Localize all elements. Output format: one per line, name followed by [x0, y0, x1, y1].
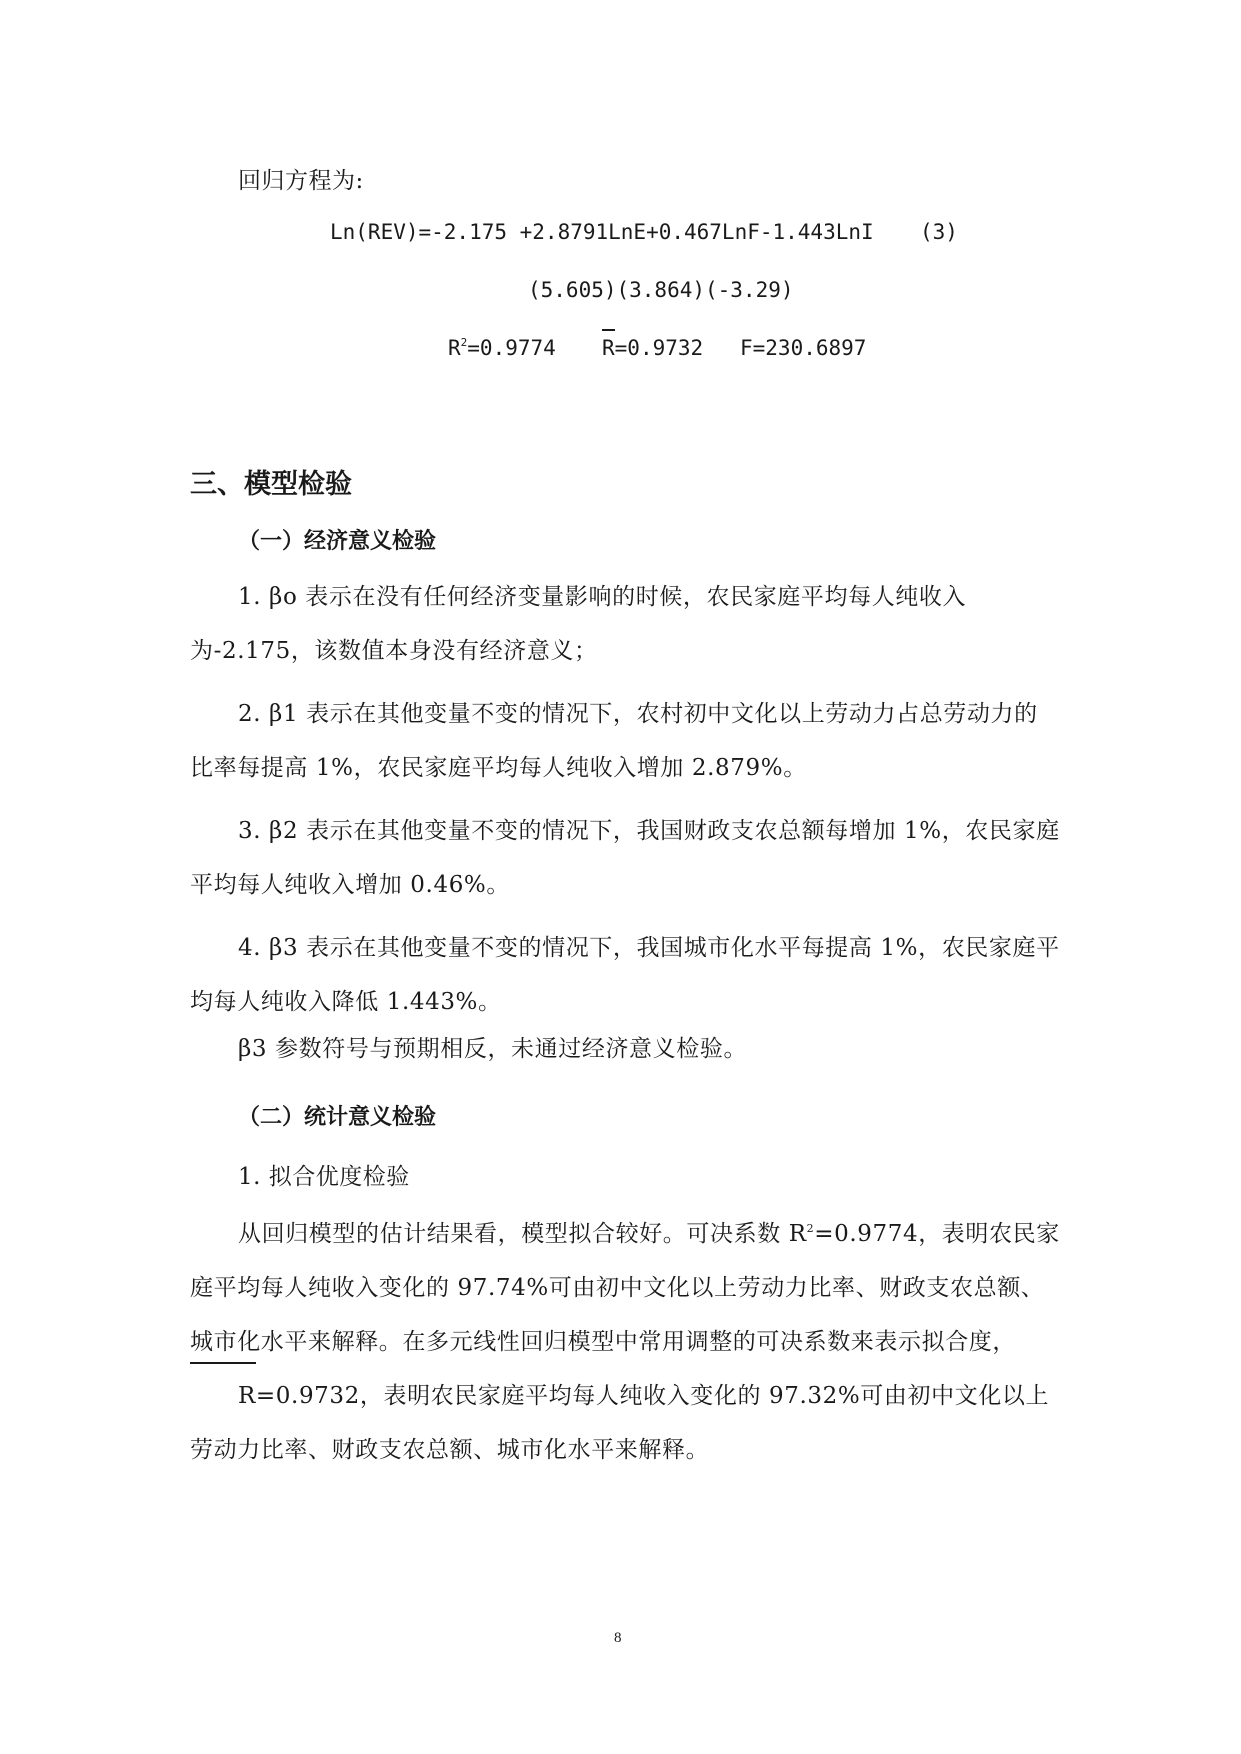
paragraph-beta0: 1. βo 表示在没有任何经济变量影响的时候，农民家庭平均每人纯收入为-2.175，该数值本身没有经济意义；	[190, 584, 967, 664]
equation-number: (3)	[920, 220, 958, 244]
t-statistics: (5.605)(3.864)(-3.29)	[528, 278, 794, 302]
subsection-title-economic: （一）经济意义检验	[238, 529, 437, 554]
adjusted-r-squared: R=0.9732	[602, 336, 704, 360]
r-squared: $R^2=0.9774$	[448, 336, 556, 360]
paragraph-beta2: 3. β2 表示在其他变量不变的情况下，我国财政支农总额每增加 1%，农民家庭平均每人纯收入增加 0.46%。	[190, 818, 1060, 898]
page-number: 8	[614, 1630, 622, 1646]
paragraph-goodness-of-fit: 从回归模型的估计结果看，模型拟合较好。可决系数 $R^2=0.9774$，表明农民家庭平均每人纯收入变化的 97.74%可由初中文化以上劳动力比率、财政支农总额、城市化水平来解释。在多元线性回归模型中常用调整的可决系数来表示拟合度， R=0.9732，表明农民家庭平均每人纯收入变化的 97.32%可由初中文化以上劳动力比率、财政支农总额、城市化水平来解释。	[190, 1221, 1060, 1463]
regression-equation: Ln(REV)=-2.175 +2.8791LnE+0.467LnF-1.443LnI	[330, 220, 874, 244]
f-statistic: F=230.6897	[740, 336, 867, 360]
paragraph-beta3: 4. β3 表示在其他变量不变的情况下，我国城市化水平每提高 1%，农民家庭平均每人纯收入降低 1.443%。	[190, 935, 1060, 1015]
paragraph-beta3-sign: β3 参数符号与预期相反，未通过经济意义检验。	[238, 1036, 748, 1062]
subsection-title-statistical: （二）统计意义检验	[238, 1105, 437, 1130]
paragraph-beta1: 2. β1 表示在其他变量不变的情况下，农村初中文化以上劳动力占总劳动力的比率每提高 1%，农民家庭平均每人纯收入增加 2.879%。	[190, 701, 1038, 781]
item-goodness-of-fit: 1. 拟合优度检验	[238, 1164, 410, 1190]
section-title: 三、模型检验	[190, 469, 352, 500]
equation-intro: 回归方程为:	[238, 168, 364, 194]
